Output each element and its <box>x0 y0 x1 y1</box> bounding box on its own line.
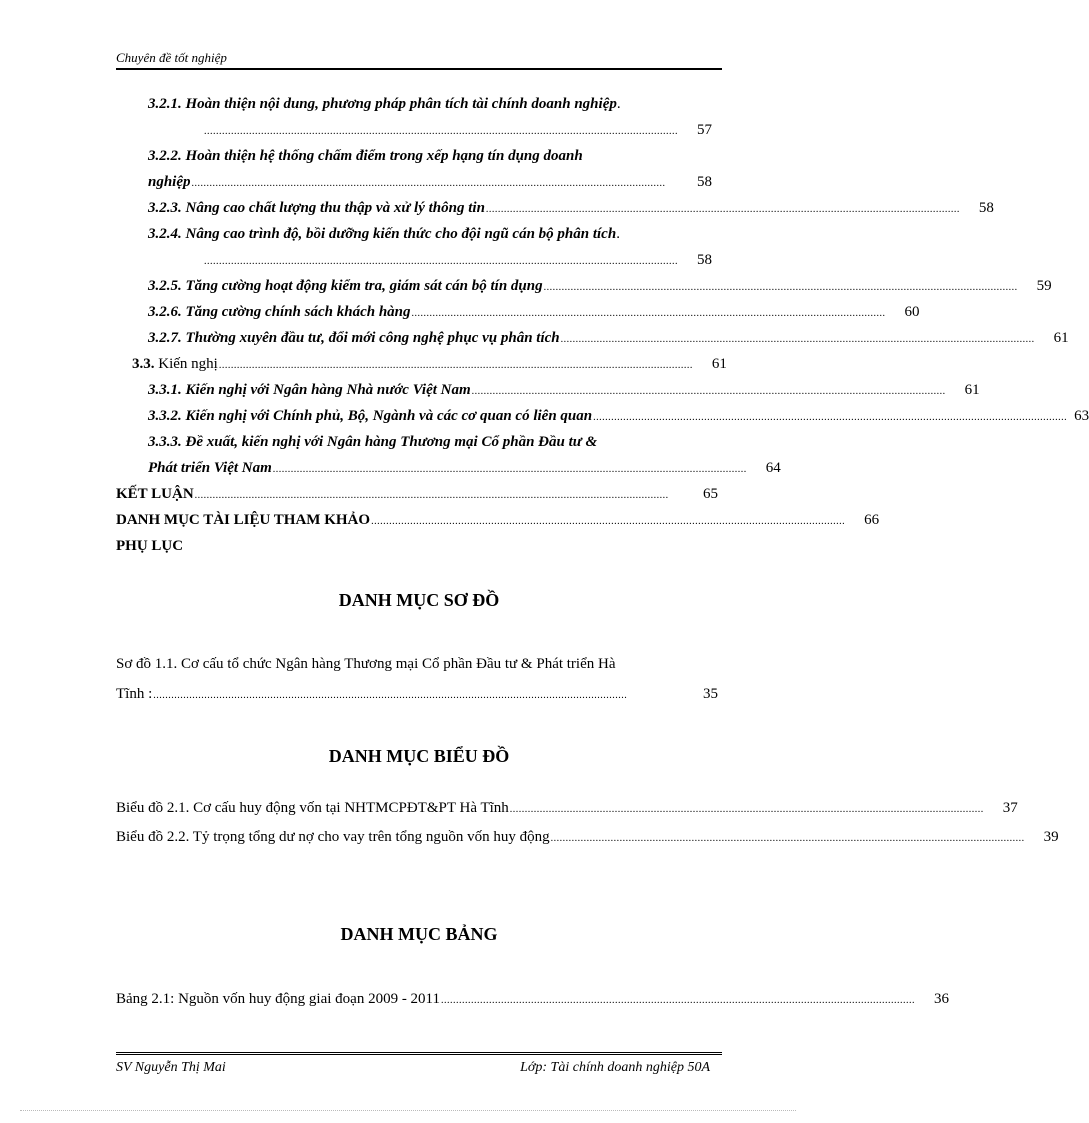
toc-entry-3-2-1-leader: .............................................................................................................................................................. 57 <box>204 122 712 138</box>
toc-page-number: 58 <box>697 252 712 268</box>
toc-page-number: 61 <box>1053 330 1069 346</box>
toc-entry-text: 3.2.5. Tăng cường hoạt động kiểm tra, giám sát cán bộ tín dụng <box>148 278 543 294</box>
list-page-number: 36 <box>934 991 950 1007</box>
list-entry-text: Biểu đồ 2.1. Cơ cấu huy động vốn tại NHTMCPĐT&PT Hà Tĩnh <box>116 800 509 816</box>
toc-entry-3-2-1[interactable]: 3.2.1. Hoàn thiện nội dung, phương pháp phân tích tài chính doanh nghiệp. <box>148 96 621 112</box>
toc-entry-text: KẾT LUẬN <box>116 486 194 502</box>
toc-entry-text: 3.3.1. Kiến nghị với Ngân hàng Nhà nước Việt Nam <box>148 382 471 398</box>
toc-page-number: 61 <box>964 382 980 398</box>
toc-entry-text: PHỤ LỤC <box>116 538 184 554</box>
toc-entry-3-2-3[interactable]: 3.2.3. Nâng cao chất lượng thu thập và xử lý thông tin .............................................................................................................................................................. 58 <box>148 200 994 216</box>
list-entry-so-do-1-1[interactable] <box>116 656 616 678</box>
toc-page-number: 58 <box>697 174 712 190</box>
toc-page-number: 63 <box>1074 408 1089 424</box>
toc-page-number: 60 <box>904 304 920 320</box>
list-page-number: 37 <box>1002 800 1018 816</box>
list-page-number: 35 <box>703 686 718 702</box>
toc-page-number: 64 <box>765 460 781 476</box>
page-footer <box>116 1052 722 1081</box>
toc-page-number: 66 <box>864 512 880 528</box>
toc-entry-text: Phát triển Việt Nam <box>148 460 272 476</box>
list-entry-text: Sơ đồ 1.1. Cơ cấu tổ chức Ngân hàng Thương mại Cổ phần Đầu tư & Phát triển Hà <box>116 656 616 672</box>
toc-page-number: 59 <box>1036 278 1052 294</box>
toc-entry-text: 3.2.2. Hoàn thiện hệ thống chấm điểm trong xếp hạng tín dụng doanh <box>148 148 583 164</box>
toc-entry-text: 3.3.3. Đề xuất, kiến nghị với Ngân hàng Thương mại Cổ phần Đầu tư & <box>148 434 598 450</box>
list-entry-bieu-do-2-2[interactable]: Biểu đồ 2.2. Tỷ trọng tổng dư nợ cho vay trên tổng nguồn vốn huy động .............................................................................................................................................................. 39 <box>116 829 1059 845</box>
toc-entry-3-3-3-cont[interactable]: Phát triển Việt Nam .............................................................................................................................................................. 64 <box>148 460 781 476</box>
toc-entry-3-3-2[interactable]: 3.3.2. Kiến nghị với Chính phủ, Bộ, Ngành và các cơ quan có liên quan .............................................................................................................................................................. 63 <box>148 408 1089 424</box>
footer-student-name: SV Nguyễn Thị Mai <box>116 1060 226 1075</box>
toc-entry-tai-lieu[interactable]: DANH MỤC TÀI LIỆU THAM KHẢO .............................................................................................................................................................. 66 <box>116 512 880 528</box>
toc-entry-text: Kiến nghị <box>158 356 218 372</box>
list-entry-bang-2-1[interactable]: Bảng 2.1: Nguồn vốn huy động giai đoạn 2009 - 2011 .............................................................................................................................................................. 36 <box>116 991 950 1007</box>
toc-entry-text: 3.3.2. Kiến nghị với Chính phủ, Bộ, Ngành và các cơ quan có liên quan <box>148 408 593 424</box>
toc-entry-text: 3.2.3. Nâng cao chất lượng thu thập và xử lý thông tin <box>148 200 485 216</box>
toc-page-number: 65 <box>703 486 718 502</box>
toc-entry-text: 3.2.6. Tăng cường chính sách khách hàng <box>148 304 411 320</box>
list-entry-text: Tĩnh : <box>116 686 153 702</box>
toc-entry-text: DANH MỤC TÀI LIỆU THAM KHẢO <box>116 512 371 528</box>
toc-entry-text: 3.2.1. Hoàn thiện nội dung, phương pháp phân tích tài chính doanh nghiệp <box>148 96 617 112</box>
list-entry-text: Biểu đồ 2.2. Tỷ trọng tổng dư nợ cho vay trên tổng nguồn vốn huy động <box>116 829 550 845</box>
toc-entry-3-2-6[interactable]: 3.2.6. Tăng cường chính sách khách hàng .............................................................................................................................................................. 60 <box>148 304 920 320</box>
toc-entry-3-2-4[interactable]: 3.2.4. Nâng cao trình độ, bồi dưỡng kiến thức cho đội ngũ cán bộ phân tích. <box>148 226 620 242</box>
toc-entry-ket-luan[interactable]: KẾT LUẬN .............................................................................................................................................................. 65 <box>116 486 718 502</box>
toc-entry-3-2-5[interactable]: 3.2.5. Tăng cường hoạt động kiểm tra, giám sát cán bộ tín dụng .............................................................................................................................................................. 59 <box>148 278 1052 294</box>
toc-entry-3-3[interactable]: 3.3. Kiến nghị .............................................................................................................................................................. 61 <box>132 356 727 372</box>
page-bottom-divider <box>20 1110 796 1111</box>
toc-entry-3-3-3[interactable] <box>148 434 597 456</box>
footer-class: Lớp: Tài chính doanh nghiệp 50A <box>520 1060 710 1075</box>
toc-page-number: 57 <box>697 122 712 138</box>
header-title: Chuyên đề tốt nghiệp <box>116 50 227 65</box>
toc-page-number: 61 <box>711 356 727 372</box>
toc-entry-phu-luc[interactable] <box>116 538 183 560</box>
toc-page-number: 58 <box>978 200 994 216</box>
toc-entry-number: 3.3. <box>132 356 155 372</box>
toc-entry-3-2-2[interactable] <box>148 148 583 170</box>
list-entry-text: Bảng 2.1: Nguồn vốn huy động giai đoạn 2009 - 2011 <box>116 991 441 1007</box>
toc-entry-text: nghiệp <box>148 174 191 190</box>
toc-entry-3-3-1[interactable]: 3.3.1. Kiến nghị với Ngân hàng Nhà nước Việt Nam .............................................................................................................................................................. 61 <box>148 382 980 398</box>
toc-entry-3-2-7[interactable]: 3.2.7. Thường xuyên đầu tư, đổi mới công nghệ phục vụ phân tích .............................................................................................................................................................. 61 <box>148 330 1069 346</box>
section-title-bang: DANH MỤC BẢNG <box>340 924 498 944</box>
list-page-number: 39 <box>1043 829 1059 845</box>
section-title-bieu-do: DANH MỤC BIỂU ĐỒ <box>328 746 510 766</box>
toc-entry-text: 3.2.4. Nâng cao trình độ, bồi dưỡng kiến thức cho đội ngũ cán bộ phân tích <box>148 226 617 242</box>
toc-entry-3-2-2-cont[interactable]: nghiệp .............................................................................................................................................................. 58 <box>148 174 712 190</box>
toc-entry-text: 3.2.7. Thường xuyên đầu tư, đổi mới công nghệ phục vụ phân tích <box>148 330 560 346</box>
page-header <box>116 46 722 70</box>
list-entry-so-do-1-1-cont[interactable]: Tĩnh : .............................................................................................................................................................. 35 <box>116 686 718 702</box>
toc-entry-3-2-4-leader: .............................................................................................................................................................. 58 <box>204 252 712 268</box>
list-entry-bieu-do-2-1[interactable]: Biểu đồ 2.1. Cơ cấu huy động vốn tại NHTMCPĐT&PT Hà Tĩnh .............................................................................................................................................................. 37 <box>116 800 1018 816</box>
section-title-so-do: DANH MỤC SƠ ĐỒ <box>338 590 500 610</box>
